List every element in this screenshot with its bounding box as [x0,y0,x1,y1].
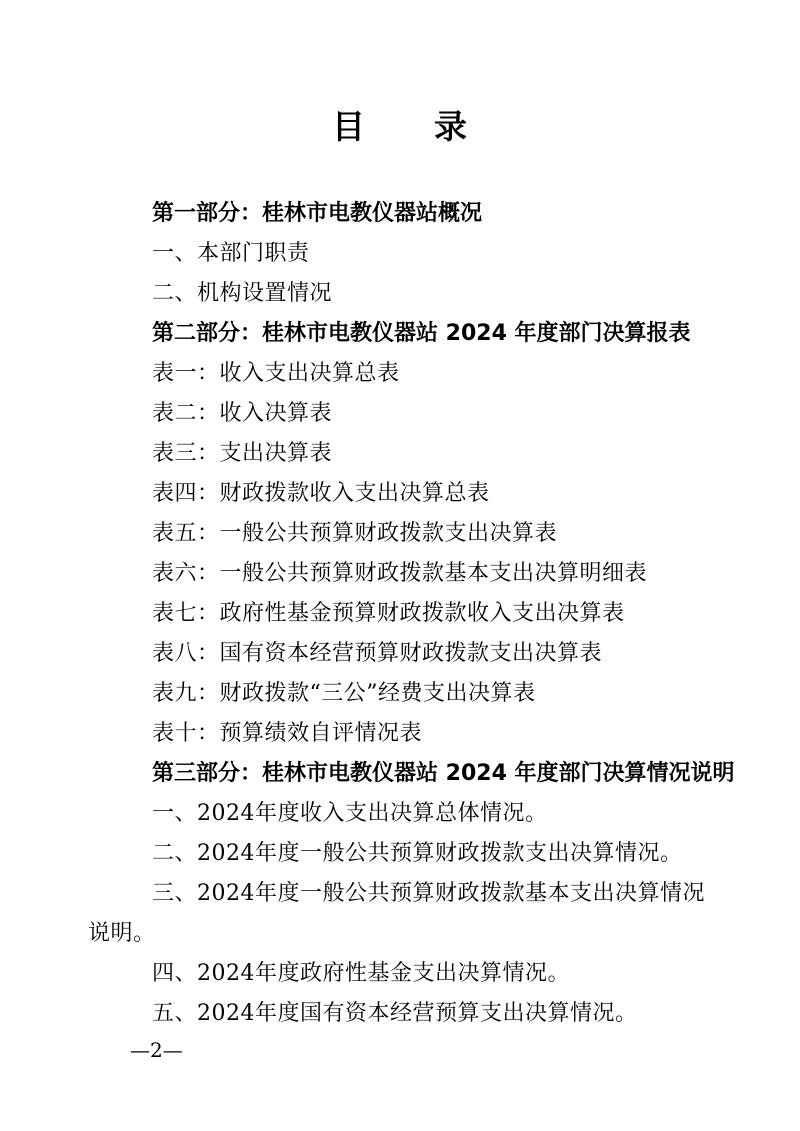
toc-item: 一、本部门职责 [152,241,310,266]
toc-item: 四、2024年度政府性基金支出决算情况。 [152,961,570,986]
toc-item: 表八：国有资本经营预算财政拨款支出决算表 [152,641,603,666]
page-number: —2— [130,1038,183,1062]
page-title: 目 录 [332,107,468,146]
toc-section-heading: 第三部分：桂林市电教仪器站 2024 年度部门决算情况说明 [152,761,735,786]
toc-item: 二、2024年度一般公共预算财政拨款支出决算情况。 [152,841,683,866]
toc-item: 二、机构设置情况 [152,281,333,306]
toc-item: 表七：政府性基金预算财政拨款收入支出决算表 [152,601,625,626]
toc-item: 一、2024年度收入支出决算总体情况。 [152,801,548,826]
toc-item: 五、2024年度国有资本经营预算支出决算情况。 [152,1001,638,1026]
toc-section-heading: 第一部分：桂林市电教仪器站概况 [152,201,483,226]
toc-item: 三、2024年度一般公共预算财政拨款基本支出决算情况说明。 [88,881,705,946]
toc-section-heading: 第二部分：桂林市电教仪器站 2024 年度部门决算报表 [152,321,691,346]
toc-item: 表六：一般公共预算财政拨款基本支出决算明细表 [152,561,648,586]
toc-item: 表四：财政拨款收入支出决算总表 [152,481,490,506]
toc-item: 表二：收入决算表 [152,401,333,426]
toc-item: 表九：财政拨款“三公”经费支出决算表 [152,681,536,706]
toc-item: 表一：收入支出决算总表 [152,361,400,386]
toc-item: 表十：预算绩效自评情况表 [152,721,423,746]
table-of-contents [0,194,800,1034]
toc-item: 表五：一般公共预算财政拨款支出决算表 [152,521,558,546]
toc-item: 表三：支出决算表 [152,441,333,466]
